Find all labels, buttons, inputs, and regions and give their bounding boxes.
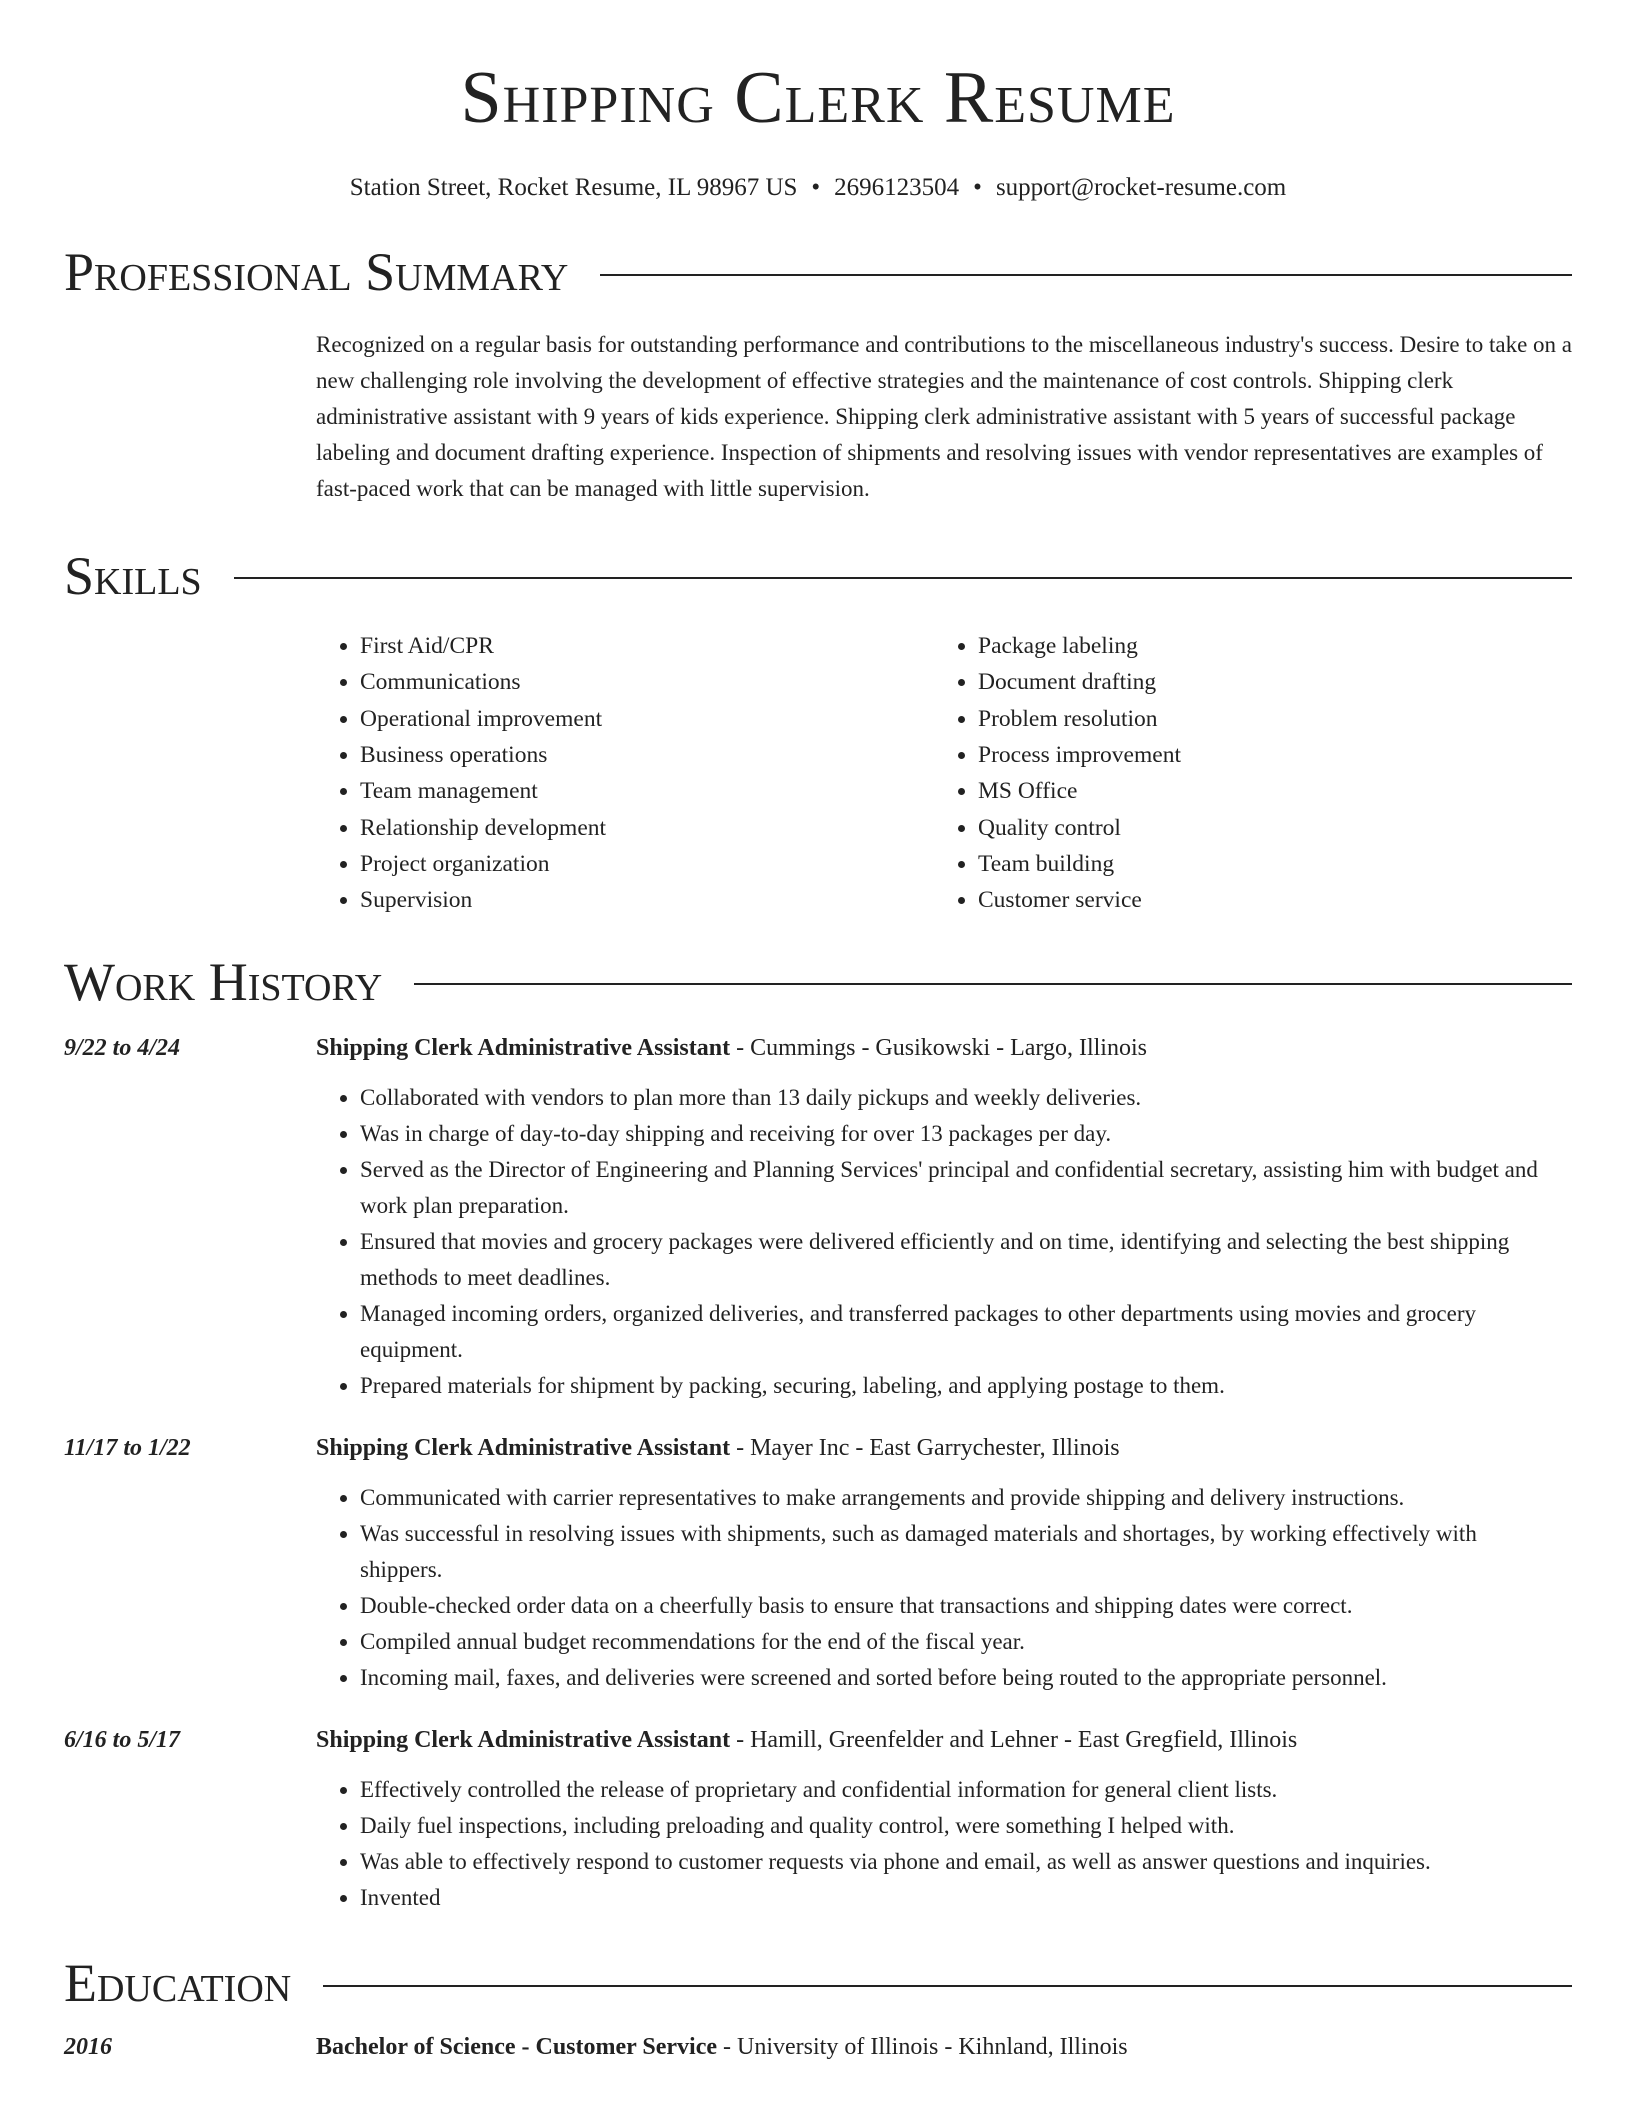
job-entry [64, 1030, 1572, 1404]
education-year: 2016 [64, 2034, 112, 2061]
education-entry [64, 2029, 1572, 2065]
skills-column-right [934, 628, 1552, 918]
job-bullet: • Was able to effectively respond to customer requests via phone and email, as well as answer questions and inquiries. [360, 1844, 1572, 1880]
skills-heading: Skills [64, 545, 202, 606]
summary-text: Recognized on a regular basis for outstanding performance and contributions to the miscellaneous industry's success. Desire to take on a new challenging role involving the development of effective strategies and the maintenance of cost controls. Shipping clerk administrative assistant with 9 years of kids experience. Shipping clerk administrative assistant with 5 years of successful package labeling and document drafting experience. Inspection of shipments and resolving issues with vendor representatives are examples of fast-paced work that can be managed with little supervision. [316, 331, 1573, 501]
skill-item: • Quality control [978, 810, 1552, 846]
skill-item: • Relationship development [360, 810, 934, 846]
job-dates: 9/22 to 4/24 [64, 1034, 181, 1061]
job-header [316, 1030, 1572, 1066]
work-history-section-header [64, 953, 1572, 1012]
job-bullet: • Was successful in resolving issues with shipments, such as damaged materials and shortages, by working effectively with shippers. [360, 1516, 1572, 1588]
job-bullet: • Incoming mail, faxes, and deliveries were screened and sorted before being routed to the appropriate personnel. [360, 1660, 1572, 1696]
section-divider [323, 1985, 1572, 1987]
skill-item: • First Aid/CPR [360, 628, 934, 664]
job-dates: 6/16 to 5/17 [64, 1726, 181, 1753]
job-bullets [316, 1080, 1572, 1404]
job-title: Shipping Clerk Administrative Assistant [316, 1434, 731, 1461]
job-dates: 11/17 to 1/22 [64, 1434, 191, 1461]
job-header [316, 1722, 1572, 1758]
skill-item: • Operational improvement [360, 701, 934, 737]
skill-item: • Project organization [360, 846, 934, 882]
job-bullet: • Double-checked order data on a cheerfully basis to ensure that transactions and shipping dates were correct. [360, 1588, 1572, 1624]
job-bullets [316, 1480, 1572, 1696]
education-degree: Bachelor of Science - Customer Service [316, 2034, 718, 2061]
skill-item: • Package labeling [978, 628, 1552, 664]
job-employer: - Hamill, Greenfelder and Lehner - East Gregfield, Illinois [730, 1726, 1298, 1753]
contact-phone: 2696123504 [834, 174, 960, 202]
skill-item: • Business operations [360, 737, 934, 773]
resume-page [64, 0, 1572, 2065]
education-heading: Education [64, 1952, 292, 2013]
job-bullet: • Invented [360, 1880, 1572, 1916]
job-bullet: • Was in charge of day-to-day shipping and receiving for over 13 packages per day. [360, 1116, 1572, 1152]
job-employer: - Mayer Inc - East Garrychester, Illinois [730, 1434, 1120, 1461]
section-divider [600, 274, 1572, 276]
section-divider [414, 983, 1572, 985]
skill-item: • Document drafting [978, 664, 1552, 700]
work-history-list [64, 1030, 1572, 1916]
job-bullet: • Served as the Director of Engineering and Planning Services' principal and confidential secretary, assisting him with budget and work plan preparation. [360, 1152, 1572, 1224]
skill-item: • Customer service [978, 882, 1552, 918]
work-history-heading: Work History [64, 951, 383, 1012]
job-entry [64, 1430, 1572, 1696]
skill-item: • Team management [360, 773, 934, 809]
job-bullet: • Daily fuel inspections, including preloading and quality control, were something I helped with. [360, 1808, 1572, 1844]
job-title: Shipping Clerk Administrative Assistant [316, 1726, 731, 1753]
contact-address: Station Street, Rocket Resume, IL 98967 US [349, 174, 798, 202]
section-divider [234, 577, 1572, 579]
job-bullet: • Compiled annual budget recommendations for the end of the fiscal year. [360, 1624, 1572, 1660]
education-section-header [64, 1954, 1572, 2013]
job-title: Shipping Clerk Administrative Assistant [316, 1034, 731, 1061]
job-bullet: • Collaborated with vendors to plan more than 13 daily pickups and weekly deliveries. [360, 1080, 1572, 1116]
job-bullets [316, 1772, 1572, 1916]
job-bullet: • Communicated with carrier representatives to make arrangements and provide shipping and delivery instructions. [360, 1480, 1572, 1516]
contact-separator: • [811, 174, 821, 202]
job-employer: - Cummings - Gusikowski - Largo, Illinois [730, 1034, 1147, 1061]
education-header [316, 2029, 1128, 2065]
skill-item: • MS Office [978, 773, 1552, 809]
skills-column-left [316, 628, 934, 918]
skill-item: • Supervision [360, 882, 934, 918]
job-bullet: • Managed incoming orders, organized deliveries, and transferred packages to other departments using movies and grocery equipment. [360, 1296, 1572, 1368]
job-bullet: • Effectively controlled the release of proprietary and confidential information for general client lists. [360, 1772, 1572, 1808]
contact-separator: • [973, 174, 982, 202]
summary-section-header [64, 243, 1572, 302]
contact-email: support@rocket-resume.com [995, 174, 1287, 202]
job-body [316, 1722, 1572, 1916]
job-entry [64, 1722, 1572, 1916]
skill-item: • Communications [360, 664, 934, 700]
skill-item: • Team building [978, 846, 1552, 882]
skill-item: • Process improvement [978, 737, 1552, 773]
summary-heading: Professional Summary [64, 242, 569, 303]
job-body [316, 1030, 1572, 1404]
resume-title: Shipping Clerk Resume [460, 57, 1176, 139]
skills-section-header [64, 547, 1572, 606]
skills-list [316, 628, 1572, 918]
job-header [316, 1430, 1572, 1466]
contact-line [64, 173, 1572, 203]
job-bullet: • Ensured that movies and grocery packages were delivered efficiently and on time, identifying and selecting the best shipping methods to meet deadlines. [360, 1224, 1572, 1296]
job-bullet: • Prepared materials for shipment by packing, securing, labeling, and applying postage to them. [360, 1368, 1572, 1404]
skill-item: • Problem resolution [978, 701, 1552, 737]
job-body [316, 1430, 1572, 1696]
education-school: - University of Illinois - Kihnland, Illinois [717, 2034, 1128, 2061]
